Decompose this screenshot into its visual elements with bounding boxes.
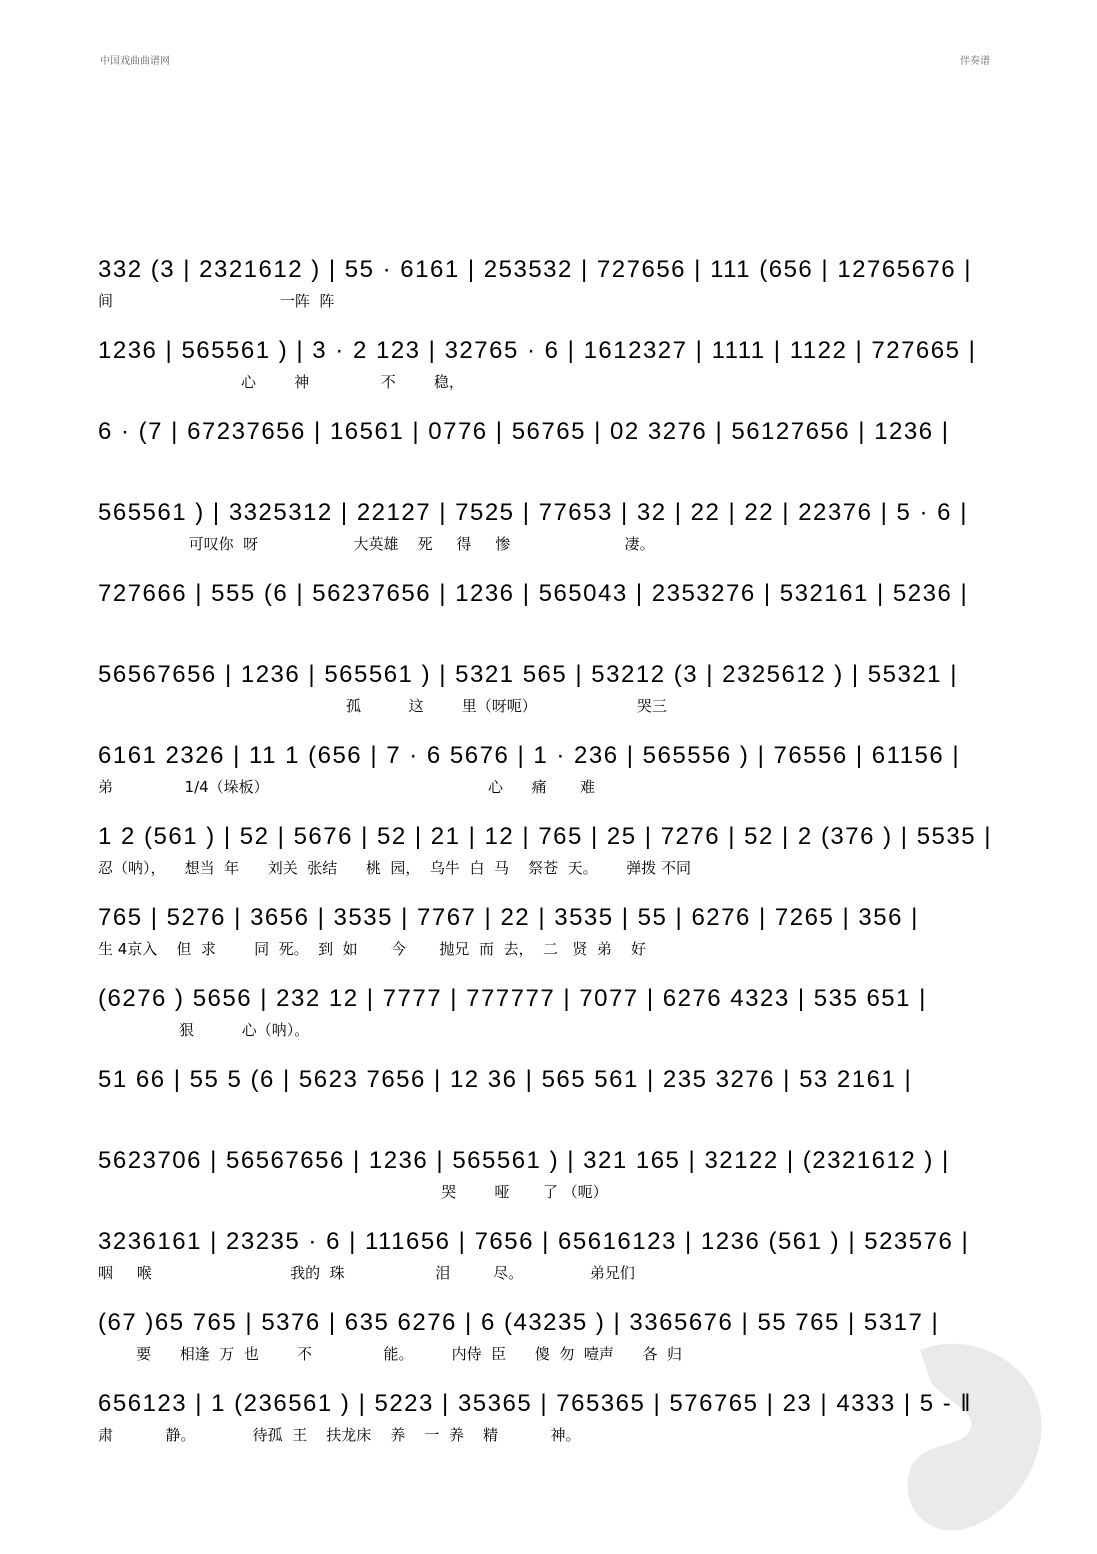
lyric-line	[98, 1100, 1020, 1122]
notation-line: 565561 ) | 3325312 | 22127 | 7525 | 77653 | 32 | 22 | 22 | 22376 | 5 · 6 |	[98, 499, 968, 526]
score-line-11	[98, 1056, 1020, 1137]
lyric-line: 生 4京入 但 求 同 死。 到 如 今 抛兄 而 去， 二 贤 弟 好	[98, 940, 646, 958]
lyric-line: 狠 心（呐）。	[98, 1021, 310, 1039]
score-line-9	[98, 894, 1020, 975]
score-line-6	[98, 651, 1020, 732]
watermark-logo	[880, 1330, 1080, 1540]
lyric-line: 肃 静。 待孤 王 扶龙床 养 一 养 精 神。	[98, 1426, 581, 1444]
lyric-line	[98, 614, 1020, 636]
lyric-line: 哭 哑 了 （呃）	[98, 1183, 608, 1201]
notation-line: 332 (3 | 2321612 ) | 55 · 6161 | 253532 | 727656 | 111 (656 | 12765676 |	[98, 256, 973, 283]
notation-line: (67 )65 765 | 5376 | 635 6276 | 6 (43235 ) | 3365676 | 55 765 | 5317 |	[98, 1309, 940, 1336]
score-line-1	[98, 246, 1020, 327]
lyric-line: 可叹你 呀 大英雄 死 得 惨 凄。	[98, 535, 655, 553]
score-line-12	[98, 1137, 1020, 1218]
score-line-2	[98, 327, 1020, 408]
site-name: 中国戏曲曲谱网	[100, 56, 170, 67]
lyric-line: 心 神 不 稳，	[98, 373, 464, 391]
lyric-line: 咽 喉 我的 珠 泪 尽。 弟兄们	[98, 1264, 635, 1282]
notation-line: 1 2 (561 ) | 52 | 5676 | 52 | 21 | 12 | 765 | 25 | 7276 | 52 | 2 (376 ) | 5535 |	[98, 823, 992, 850]
jianpu-score	[98, 246, 1020, 1461]
notation-line: 727666 | 555 (6 | 56237656 | 1236 | 565043 | 2353276 | 532161 | 5236 |	[98, 580, 969, 607]
score-line-4	[98, 489, 1020, 570]
notation-line: 3236161 | 23235 · 6 | 111656 | 7656 | 65616123 | 1236 (561 ) | 523576 |	[98, 1228, 970, 1255]
score-line-8	[98, 813, 1020, 894]
score-line-10	[98, 975, 1020, 1056]
lyric-line	[98, 452, 1020, 474]
notation-line: 56567656 | 1236 | 565561 ) | 5321 565 | 53212 (3 | 2325612 ) | 55321 |	[98, 661, 958, 688]
lyric-line: 间 一阵 阵	[98, 292, 335, 310]
lyric-line: 忍（呐）， 想当 年 刘关 张结 桃 园， 乌牛 白 马 祭苍 天。 弹拨 不同	[98, 859, 691, 877]
notation-line: 6161 2326 | 11 1 (656 | 7 · 6 5676 | 1 · 236 | 565556 ) | 76556 | 61156 |	[98, 742, 961, 769]
score-line-3	[98, 408, 1020, 489]
score-line-5	[98, 570, 1020, 651]
notation-line: 765 | 5276 | 3656 | 3535 | 7767 | 22 | 3535 | 55 | 6276 | 7265 | 356 |	[98, 904, 919, 931]
notation-line: (6276 ) 5656 | 232 12 | 7777 | 777777 | 7077 | 6276 4323 | 535 651 |	[98, 985, 927, 1012]
notation-line: 51 66 | 55 5 (6 | 5623 7656 | 12 36 | 565 561 | 235 3276 | 53 2161 |	[98, 1066, 913, 1093]
score-line-13	[98, 1218, 1020, 1299]
score-line-7	[98, 732, 1020, 813]
notation-line: 1236 | 565561 ) | 3 · 2 123 | 32765 · 6 | 1612327 | 1111 | 1122 | 727665 |	[98, 337, 977, 364]
lyric-line: 弟 1/4（垛板） 心 痛 难	[98, 778, 595, 796]
page-tag: 伴奏谱	[960, 56, 990, 67]
notation-line: 656123 | 1 (236561 ) | 5223 | 35365 | 765365 | 576765 | 23 | 4333 | 5 - ‖	[98, 1390, 972, 1417]
notation-line: 6 · (7 | 67237656 | 16561 | 0776 | 56765 | 02 3276 | 56127656 | 1236 |	[98, 418, 950, 445]
lyric-line: 要 相逢 万 也 不 能。 内侍 臣 傻 勿 噎声 各 归	[98, 1345, 682, 1363]
notation-line: 5623706 | 56567656 | 1236 | 565561 ) | 321 165 | 32122 | (2321612 ) |	[98, 1147, 950, 1174]
lyric-line: 孤 这 里（呀呃） 哭三	[98, 697, 667, 715]
